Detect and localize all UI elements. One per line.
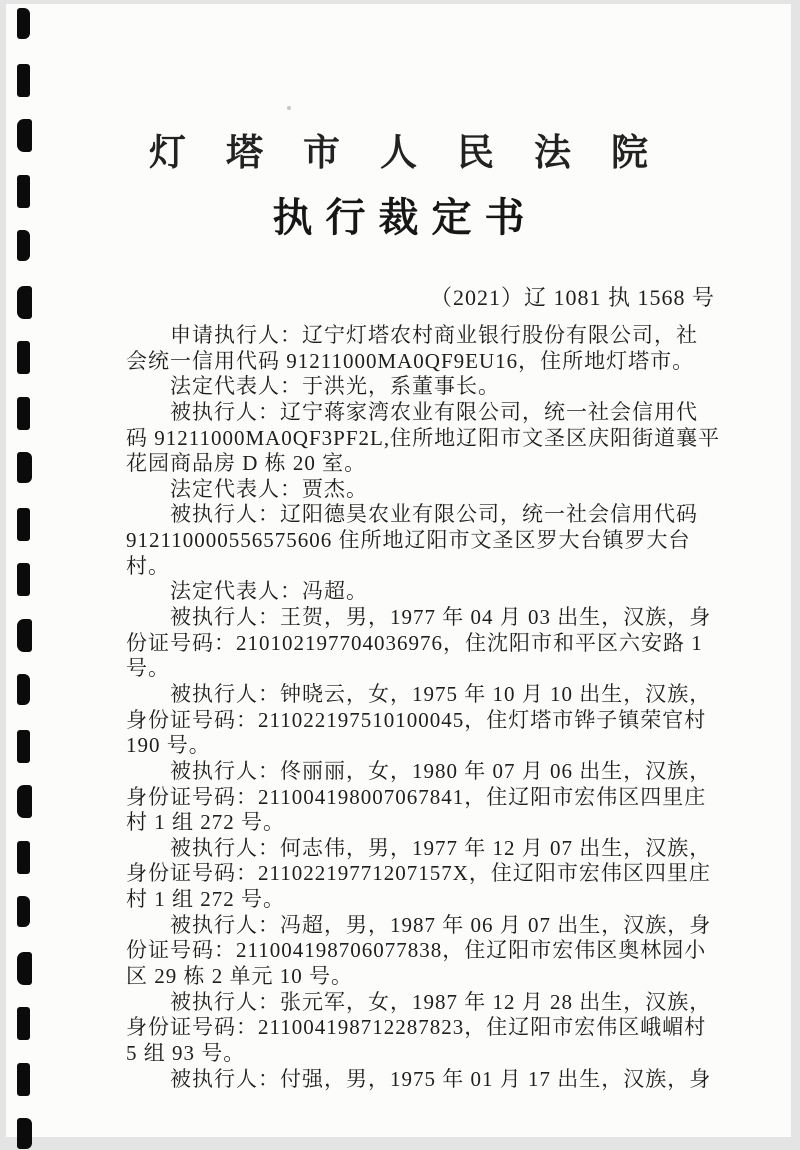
binding-hole [17,508,30,541]
body-line: 法定代表人：冯超。 [126,579,368,604]
body-line: 被执行人：张元军，女，1987 年 12 月 28 出生，汉族， [126,989,712,1014]
body-line: 份证号码：211004198706077838，住辽阳市宏伟区奥林园小 [126,938,707,963]
binding-hole [17,730,30,763]
body-line: 申请执行人：辽宁灯塔农村商业银行股份有限公司，社 [126,323,698,347]
body-line: 被执行人：钟晓云，女，1975 年 10 月 10 出生，汉族， [126,681,712,706]
body-line: 被执行人：何志伟，男，1977 年 12 月 07 出生，汉族， [126,835,712,860]
binding-hole [17,1007,30,1040]
binding-hole [17,1118,32,1149]
binding-hole [17,397,30,430]
body-line: 花园商品房 D 栋 20 室。 [126,451,367,476]
body-line: 身份证号码：211004198007067841，住辽阳市宏伟区四里庄 [126,784,707,809]
body-line: 码 91211000MA0QF3PF2L,住所地辽阳市文圣区庆阳街道襄平 [126,425,721,450]
binding-hole [17,619,32,652]
body-line: 号。 [126,656,170,681]
body-line: 190 号。 [126,733,211,758]
binding-hole [17,896,30,927]
document-page [6,4,791,1137]
binding-holes [0,0,40,1150]
body-line: 村 1 组 272 号。 [126,887,285,912]
body-line: 份证号码：210102197704036976，住沈阳市和平区六安路 1 [126,630,703,655]
binding-hole [17,341,30,374]
body-line: 被执行人：付强，男，1975 年 01 月 17 出生，汉族，身 [126,1066,712,1091]
binding-hole [17,175,30,208]
body-line: 被执行人：辽宁蒋家湾农业有限公司，统一社会信用代 [126,399,698,424]
binding-hole [17,952,32,985]
binding-hole [17,1063,30,1096]
binding-hole [17,563,30,596]
body-line: 法定代表人：贾杰。 [126,476,368,501]
body-line: 被执行人：佟丽丽，女，1980 年 07 月 06 出生，汉族， [126,758,712,783]
binding-hole [17,64,30,97]
body-line: 被执行人：王贺，男，1977 年 04 月 03 出生，汉族，身 [126,605,712,630]
body-line: 法定代表人：于洪光，系董事长。 [126,374,500,399]
body-line: 会统一信用代码 91211000MA0QF9EU16，住所地灯塔市。 [126,348,695,373]
body-line: 身份证号码：21102219771207157X，住辽阳市宏伟区四里庄 [126,861,711,886]
binding-hole [17,841,30,874]
binding-hole [17,785,32,818]
case-number: （2021）辽 1081 执 1568 号 [429,285,715,310]
binding-hole [17,452,32,483]
document-title: 执行裁定书 [272,195,538,240]
body-line: 被执行人：辽阳德昊农业有限公司，统一社会信用代码 [126,502,698,527]
scan-artifact-dot [287,106,291,110]
body-line: 身份证号码：211022197510100045，住灯塔市铧子镇荣官村 [126,707,707,732]
binding-hole [17,8,30,39]
court-name: 灯塔市人民法院 [149,133,688,174]
body-line: 身份证号码：211004198712287823，住辽阳市宏伟区峨嵋村 [126,1015,707,1040]
body-line: 912110000556575606 住所地辽阳市文圣区罗大台镇罗大台 [126,528,691,553]
binding-hole [17,230,30,261]
body-line: 被执行人：冯超，男，1987 年 06 月 07 出生，汉族，身 [126,912,712,937]
binding-hole [17,119,32,152]
body-line: 5 组 93 号。 [126,1040,246,1065]
document-body [6,323,791,1092]
body-line: 村 1 组 272 号。 [126,810,285,835]
binding-hole [17,674,30,705]
body-line: 区 29 栋 2 单元 10 号。 [126,964,353,989]
body-line: 村。 [126,553,170,578]
binding-hole [17,286,32,319]
